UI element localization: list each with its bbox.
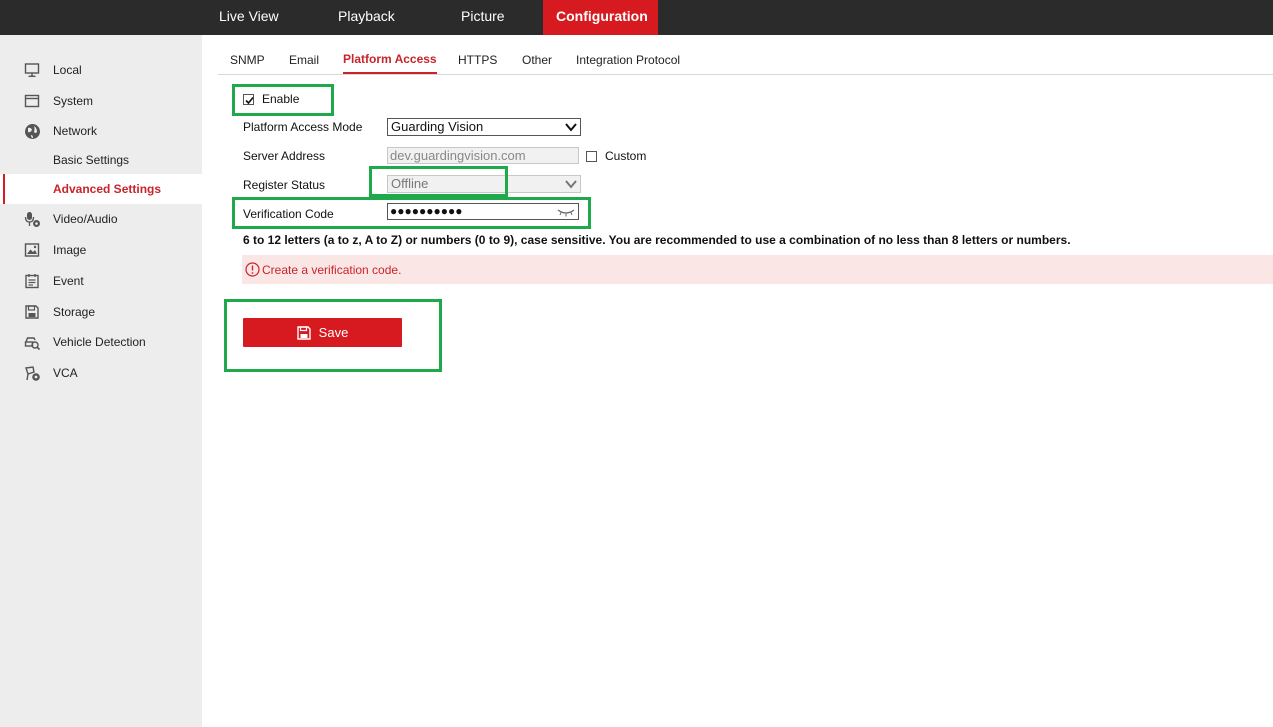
sidebar-item-label: VCA [53, 366, 78, 380]
sidebar-item-label: Storage [53, 305, 96, 319]
sidebar-item-label: Video/Audio [53, 212, 118, 226]
sidebar-item-vehicle-detection[interactable] [0, 327, 202, 357]
sidebar-item-image[interactable] [0, 235, 202, 265]
chevron-down-icon [564, 177, 578, 191]
sidebar-item-label: Vehicle Detection [53, 335, 146, 349]
tab-platform-access[interactable]: Platform Access [343, 52, 437, 74]
main-nav [196, 0, 658, 35]
sidebar-item-local[interactable] [0, 55, 202, 85]
enable-checkbox[interactable] [243, 94, 254, 105]
monitor-icon [23, 61, 41, 79]
checkmark-icon [244, 95, 255, 106]
sidebar-item-label: Advanced Settings [53, 182, 162, 196]
save-button-label: Save [318, 325, 349, 340]
server-address-label: Server Address [243, 149, 326, 163]
tab-configuration[interactable]: Configuration [543, 0, 658, 35]
sidebar-item-label: Image [53, 243, 87, 257]
tab-email[interactable]: Email [289, 53, 320, 67]
save-button[interactable] [243, 318, 402, 347]
register-status-label: Register Status [243, 178, 326, 192]
calendar-icon [23, 272, 41, 290]
microphone-icon [23, 210, 41, 228]
sidebar-item-event[interactable] [0, 266, 202, 296]
tab-snmp[interactable]: SNMP [230, 53, 265, 67]
sidebar-item-label: Local [53, 63, 82, 77]
vca-icon [23, 364, 41, 382]
globe-icon [23, 122, 41, 140]
verification-code-label: Verification Code [243, 207, 334, 221]
register-status-select [387, 175, 581, 193]
sidebar-item-label: Network [53, 124, 98, 138]
sidebar [0, 35, 202, 727]
subtab-bar [218, 45, 1273, 75]
eye-closed-icon[interactable] [557, 207, 575, 217]
floppy-icon [23, 303, 41, 321]
sidebar-item-label: Basic Settings [53, 153, 130, 167]
platform-access-mode-value: Guarding Vision [391, 119, 484, 134]
system-window-icon [23, 92, 41, 110]
enable-label: Enable [262, 92, 300, 106]
tab-https[interactable]: HTTPS [458, 53, 498, 67]
tab-integration-protocol[interactable]: Integration Protocol [576, 53, 681, 67]
verification-code-input[interactable] [387, 203, 579, 220]
error-message-text: Create a verification code. [262, 263, 402, 277]
tab-other[interactable]: Other [522, 53, 553, 67]
platform-access-mode-select[interactable] [387, 118, 581, 136]
tab-playback[interactable]: Playback [338, 8, 395, 24]
image-icon [23, 241, 41, 259]
sidebar-item-basic-settings[interactable] [0, 145, 202, 175]
sidebar-item-network[interactable] [0, 116, 202, 146]
info-circle-icon [245, 262, 260, 277]
sidebar-item-label: Event [53, 274, 84, 288]
tab-live-view[interactable]: Live View [219, 8, 279, 24]
custom-label: Custom [605, 149, 647, 163]
register-status-value: Offline [391, 176, 429, 191]
tab-picture[interactable]: Picture [461, 8, 505, 24]
sidebar-item-video-audio[interactable] [0, 204, 202, 234]
verification-code-value: ●●●●●●●●●● [390, 204, 463, 218]
server-address-input[interactable]: dev.guardingvision.com [387, 147, 579, 164]
platform-access-mode-label: Platform Access Mode [243, 120, 363, 134]
sidebar-item-advanced-settings[interactable] [0, 174, 202, 204]
chevron-down-icon [564, 120, 578, 134]
sidebar-item-system[interactable] [0, 86, 202, 116]
verification-code-hint: 6 to 12 letters (a to z, A to Z) or numbers (0 to 9), case sensitive. You are recommended to use a combination of no less than 8 letters or numbers. [243, 233, 1071, 247]
custom-checkbox[interactable] [586, 151, 597, 162]
sidebar-item-storage[interactable] [0, 297, 202, 327]
sidebar-item-label: System [53, 94, 94, 108]
error-message-bar [242, 255, 1273, 284]
floppy-save-icon [297, 326, 311, 340]
vehicle-search-icon [23, 333, 41, 351]
top-navigation-bar [0, 0, 1273, 35]
sidebar-item-vca[interactable] [0, 358, 202, 388]
